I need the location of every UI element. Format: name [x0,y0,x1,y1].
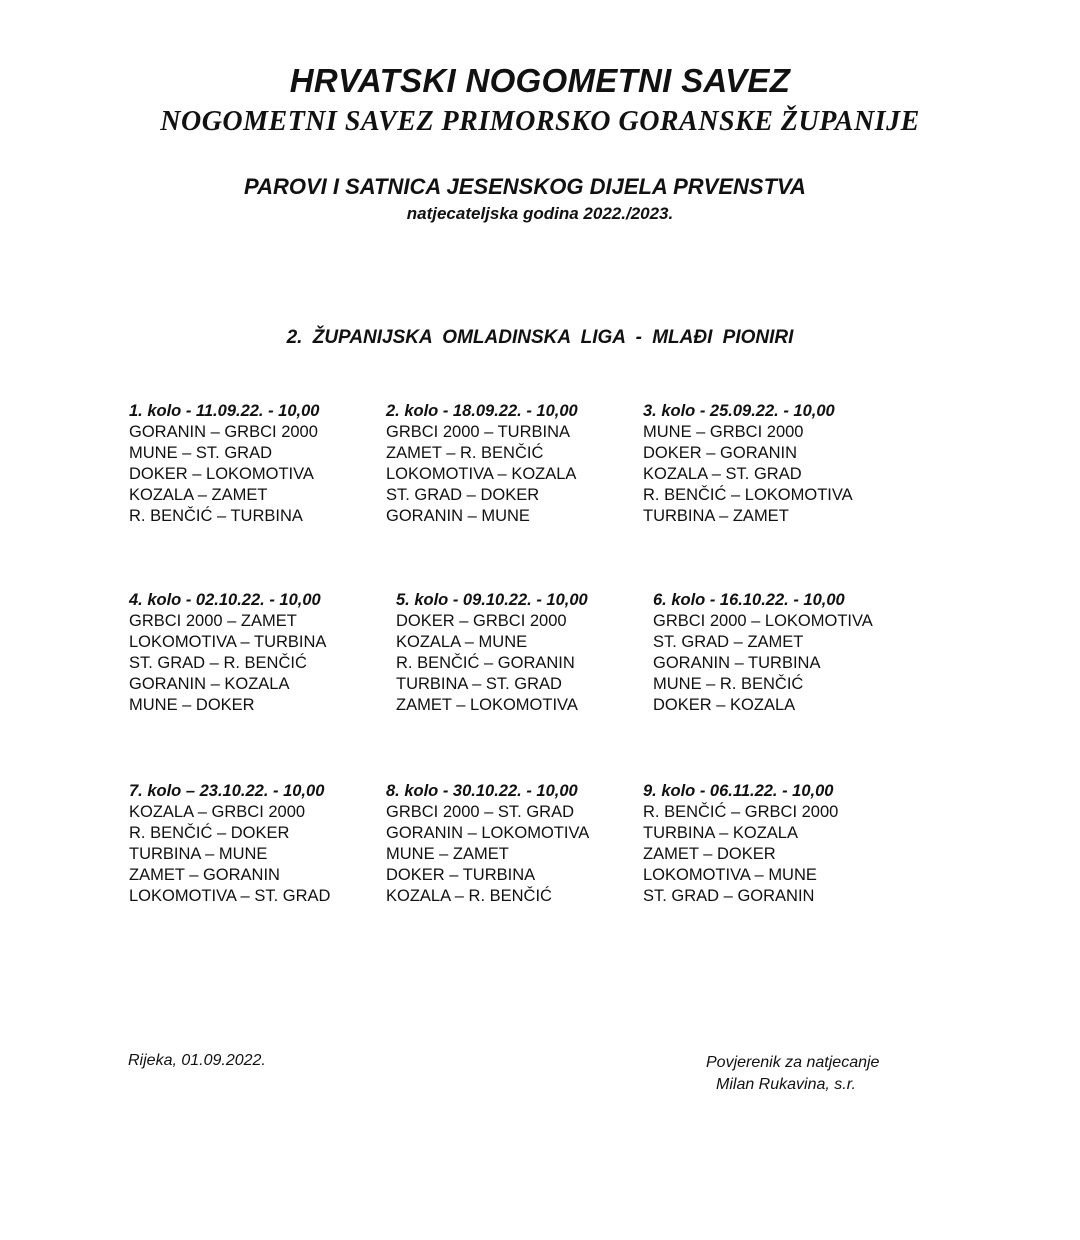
match-line: ST. GRAD – DOKER [386,486,540,504]
match-line: MUNE – DOKER [129,696,255,714]
match-line: KOZALA – GRBCI 2000 [129,803,306,821]
match-line: LOKOMOTIVA – TURBINA [129,633,327,651]
match-line: ZAMET – R. BENČIĆ [386,444,544,462]
match-line: ZAMET – DOKER [643,845,776,863]
round-block [129,401,379,527]
round-header: 7. kolo – 23.10.22. - 10,00 [129,782,325,800]
match-line: ST. GRAD – GORANIN [643,887,815,905]
match-line: LOKOMOTIVA – KOZALA [386,465,577,483]
match-line: TURBINA – KOZALA [643,824,798,842]
round-block [386,781,636,907]
match-line: R. BENČIĆ – LOKOMOTIVA [643,486,853,504]
round-block [396,590,646,716]
match-line: KOZALA – MUNE [396,633,528,651]
match-line: LOKOMOTIVA – MUNE [643,866,817,884]
match-line: TURBINA – MUNE [129,845,268,863]
document-header-subtitle: NOGOMETNI SAVEZ PRIMORSKO GORANSKE ŽUPANIJE [160,106,920,137]
round-block [643,401,893,527]
match-line: DOKER – GRBCI 2000 [396,612,567,630]
round-header: 4. kolo - 02.10.22. - 10,00 [129,591,321,609]
match-line: ST. GRAD – ZAMET [653,633,804,651]
round-header: 2. kolo - 18.09.22. - 10,00 [386,402,578,420]
signature-block [706,1052,879,1096]
match-line: GORANIN – MUNE [386,507,530,525]
match-line: MUNE – ST. GRAD [129,444,273,462]
round-block [643,781,893,907]
match-line: GRBCI 2000 – LOKOMOTIVA [653,612,873,630]
round-header: 8. kolo - 30.10.22. - 10,00 [386,782,578,800]
match-line: KOZALA – ZAMET [129,486,268,504]
match-line: GRBCI 2000 – ST. GRAD [386,803,574,821]
match-line: GORANIN – TURBINA [653,654,821,672]
round-header: 1. kolo - 11.09.22. - 10,00 [129,402,320,420]
match-line: GRBCI 2000 – TURBINA [386,423,571,441]
match-line: DOKER – LOKOMOTIVA [129,465,314,483]
league-title: 2. ŽUPANIJSKA OMLADINSKA LIGA - MLAĐI PIONIRI [286,327,794,348]
match-line: KOZALA – R. BENČIĆ [386,887,552,905]
round-block [129,781,379,907]
match-line: GRBCI 2000 – ZAMET [129,612,297,630]
official-name: Milan Rukavina, s.r. [716,1076,856,1093]
match-line: LOKOMOTIVA – ST. GRAD [129,887,331,905]
match-line: GORANIN – KOZALA [129,675,290,693]
round-header: 6. kolo - 16.10.22. - 10,00 [653,591,845,609]
match-line: ZAMET – GORANIN [129,866,280,884]
match-line: DOKER – TURBINA [386,866,536,884]
match-line: R. BENČIĆ – GRBCI 2000 [643,803,839,821]
round-header: 3. kolo - 25.09.22. - 10,00 [643,402,835,420]
match-line: DOKER – GORANIN [643,444,798,462]
round-block [653,590,903,716]
match-line: GORANIN – LOKOMOTIVA [386,824,590,842]
match-line: R. BENČIĆ – TURBINA [129,507,303,525]
match-line: R. BENČIĆ – DOKER [129,824,290,842]
match-line: GORANIN – GRBCI 2000 [129,423,318,441]
schedule-title: PAROVI I SATNICA JESENSKOG DIJELA PRVENSTVA [244,174,806,199]
round-header: 9. kolo - 06.11.22. - 10,00 [643,782,834,800]
match-line: ZAMET – LOKOMOTIVA [396,696,578,714]
match-line: KOZALA – ST. GRAD [643,465,802,483]
round-header: 5. kolo - 09.10.22. - 10,00 [396,591,588,609]
match-line: MUNE – R. BENČIĆ [653,675,804,693]
document-header-title: HRVATSKI NOGOMETNI SAVEZ [289,62,791,99]
round-block [386,401,636,527]
round-block [129,590,379,716]
match-line: TURBINA – ST. GRAD [396,675,562,693]
match-line: TURBINA – ZAMET [643,507,789,525]
match-line: ST. GRAD – R. BENČIĆ [129,654,307,672]
place-date: Rijeka, 01.09.2022. [128,1052,266,1069]
season-label: natjecateljska godina 2022./2023. [406,204,674,223]
match-line: R. BENČIĆ – GORANIN [396,654,575,672]
match-line: DOKER – KOZALA [653,696,796,714]
match-line: MUNE – GRBCI 2000 [643,423,804,441]
match-line: MUNE – ZAMET [386,845,509,863]
official-title: Povjerenik za natjecanje [706,1054,880,1071]
